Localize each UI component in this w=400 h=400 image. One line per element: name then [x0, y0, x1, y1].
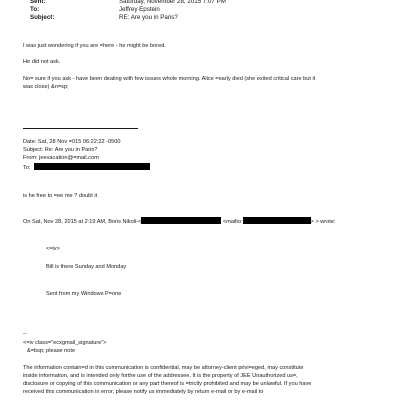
body-line-3a: No= sure if you ask - have been dealing with few issues whole morning. Alice =early died (she exited critical care but it: [23, 76, 316, 82]
confidential-line-2: inside information, and is intended only forthe use of the addressee. It is the property of JEE Unauthorized us=,: [23, 373, 298, 379]
quoted-message: is he free to =ee me ? doubt it: [23, 193, 98, 199]
quoted-from: From: jeevacation@=mail.com: [23, 155, 99, 161]
on-wrote-line: [23, 217, 336, 226]
redaction-box: [243, 217, 311, 224]
to-value: Jeffrey Epstein: [119, 6, 160, 13]
footer-div-signature: <=iv class="ecxgmail_signature">: [23, 340, 107, 346]
footer-nbsp-note: &=bsp; please note: [27, 348, 76, 354]
on-wrote-suffix: > > wrote:: [310, 219, 336, 225]
div-tag: <=iv>: [46, 246, 60, 252]
quoted-subject: Subject: Re: Are you in Paris?: [23, 147, 98, 153]
sent-value: Saturday, November 28, 2015 7:07 PM: [119, 0, 226, 5]
to-label: To:: [30, 6, 40, 13]
body-line-3b: was close) &n=sp;: [23, 84, 69, 90]
quoted-line-b: Sent from my Windows P=one: [46, 291, 122, 297]
on-wrote-prefix: On Sat, Nov 28, 2015 at 2:19 AM, Boris Nikoli‐<: [23, 219, 142, 225]
quoted-to-label: To:: [23, 165, 31, 171]
confidential-line-1: The information contain=d in this communication is confidential, may be attorney-client privi=eged, may constitute: [23, 365, 304, 371]
separator-rule: [23, 128, 138, 129]
footer-dash: --: [23, 331, 27, 337]
confidential-line-3: disclosure or copying of this communication or any part thereof is =trictly prohibited and may be unlawful. If you have: [23, 381, 312, 387]
quoted-date: Date: Sat, 28 Nov =015 06:22:22 -0500: [23, 139, 121, 145]
redaction-box: [141, 217, 221, 224]
body-line-1: I was just wondering if you are =here - he might be bored.: [23, 43, 166, 49]
quoted-line-a: Bill is there Sunday and Monday: [46, 264, 127, 270]
confidential-line-4: received this communication in error, please notify us immediately by return e-mail or by e-mail to: [23, 389, 264, 395]
quoted-to: [23, 163, 150, 172]
sent-label: Sent:: [30, 0, 46, 5]
redaction-box: [34, 163, 150, 170]
subject-label: Subject:: [30, 14, 55, 21]
on-wrote-mid: <mailto:: [222, 219, 243, 225]
subject-value: RE: Are you in Paris?: [119, 14, 178, 21]
body-line-2: He did not ask.: [23, 59, 61, 65]
